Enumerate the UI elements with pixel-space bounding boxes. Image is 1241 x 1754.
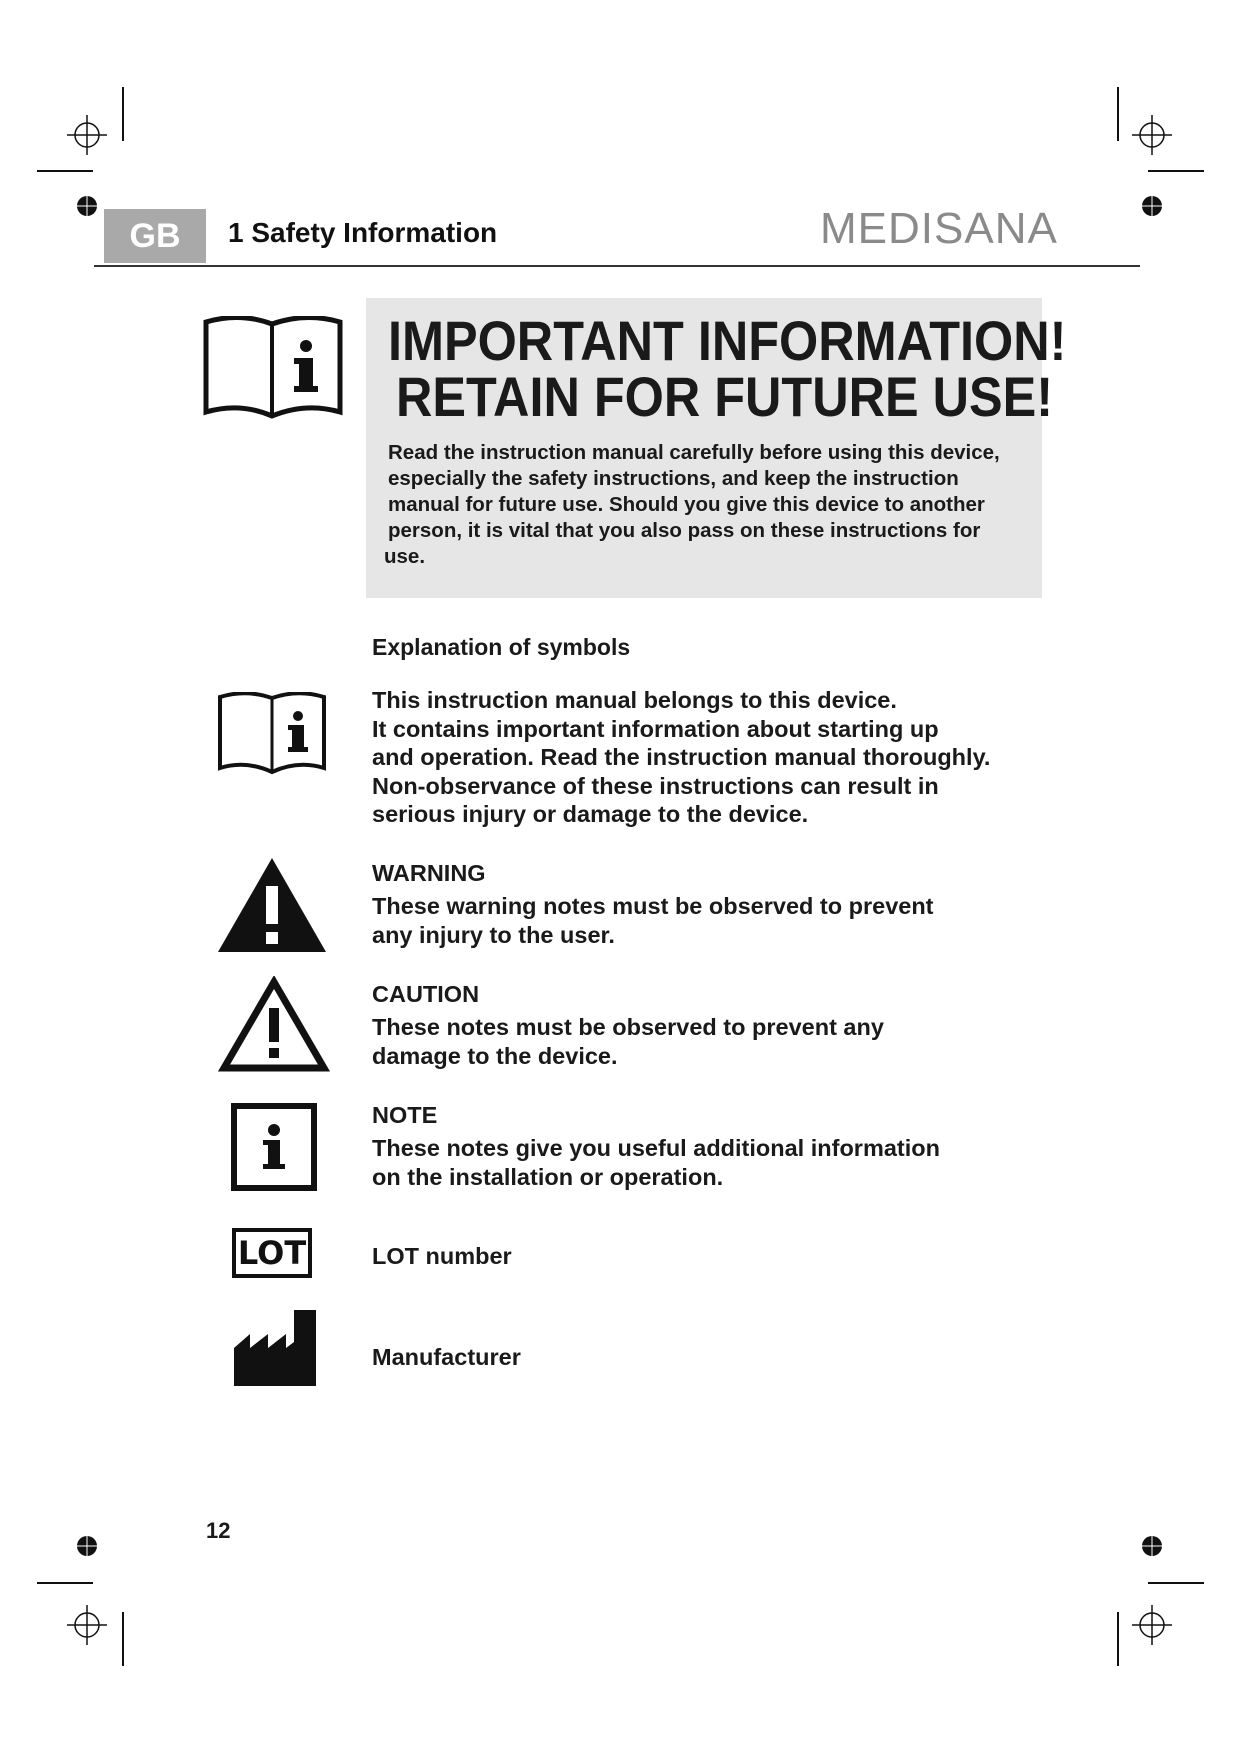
manual-text-line: serious injury or damage to the device.: [372, 801, 809, 827]
note-text-line: These notes give you useful additional information: [372, 1135, 940, 1161]
crop-mark: [1148, 170, 1204, 172]
crop-mark: [37, 170, 93, 172]
book-info-icon: [216, 692, 328, 776]
note-label: NOTE: [372, 1102, 438, 1128]
warning-label: WARNING: [372, 860, 486, 886]
registration-dot-icon: [76, 195, 98, 217]
registration-mark-icon: [67, 115, 107, 155]
note-description: [372, 1134, 1052, 1191]
warning-text-line: any injury to the user.: [372, 921, 615, 948]
caution-text-line: damage to the device.: [372, 1042, 618, 1069]
warning-text-line: These warning notes must be observed to prevent: [372, 893, 934, 919]
warning-filled-icon: [216, 856, 328, 954]
manufacturer-label: Manufacturer: [372, 1344, 521, 1370]
info-box-icon: [230, 1102, 318, 1192]
important-body-line: Read the instruction manual carefully before using this device,: [388, 441, 1000, 464]
note-text-line: on the installation or operation.: [372, 1163, 724, 1190]
important-body-line: manual for future use. Should you give this device to another: [388, 493, 985, 516]
lot-label: LOT number: [372, 1243, 512, 1269]
registration-mark-icon: [1132, 115, 1172, 155]
crop-mark: [1117, 87, 1119, 141]
registration-dot-icon: [76, 1535, 98, 1557]
manual-text-line: This instruction manual belongs to this device.: [372, 687, 897, 713]
manual-text-line: It contains important information about starting up: [372, 715, 939, 742]
warning-description: [372, 892, 1052, 949]
important-body: [384, 440, 1038, 570]
caution-text-line: These notes must be observed to prevent any: [372, 1014, 884, 1040]
manual-text-line: Non-observance of these instructions can result in: [372, 772, 939, 799]
caution-description: [372, 1013, 1052, 1070]
important-heading: IMPORTANT INFORMATION!: [388, 309, 1067, 372]
brand-logo: MEDISANA: [820, 204, 1058, 253]
important-body-line: person, it is vital that you also pass on these instructions for: [388, 519, 981, 542]
crop-mark: [122, 87, 124, 141]
page-number: 12: [206, 1518, 231, 1543]
manual-symbol-description: [372, 686, 1052, 829]
caution-outline-icon: [218, 976, 330, 1074]
header-divider: [94, 265, 1140, 267]
important-body-line: use.: [384, 545, 426, 568]
crop-mark: [37, 1582, 93, 1584]
language-badge: GB: [104, 209, 206, 263]
registration-mark-icon: [1132, 1605, 1172, 1645]
crop-mark: [1117, 1612, 1119, 1666]
symbols-section-title: Explanation of symbols: [372, 634, 631, 660]
book-info-icon: [202, 316, 344, 422]
registration-dot-icon: [1141, 1535, 1163, 1557]
crop-mark: [1148, 1582, 1204, 1584]
factory-icon: [232, 1308, 318, 1388]
retain-heading: RETAIN FOR FUTURE USE!: [396, 365, 1054, 428]
registration-dot-icon: [1141, 195, 1163, 217]
caution-label: CAUTION: [372, 981, 480, 1007]
important-body-line: especially the safety instructions, and keep the instruction: [388, 467, 959, 490]
registration-mark-icon: [67, 1605, 107, 1645]
crop-mark: [122, 1612, 124, 1666]
lot-icon: LOT: [232, 1228, 312, 1278]
section-title: 1 Safety Information: [228, 217, 498, 248]
manual-text-line: and operation. Read the instruction manual thoroughly.: [372, 744, 991, 770]
